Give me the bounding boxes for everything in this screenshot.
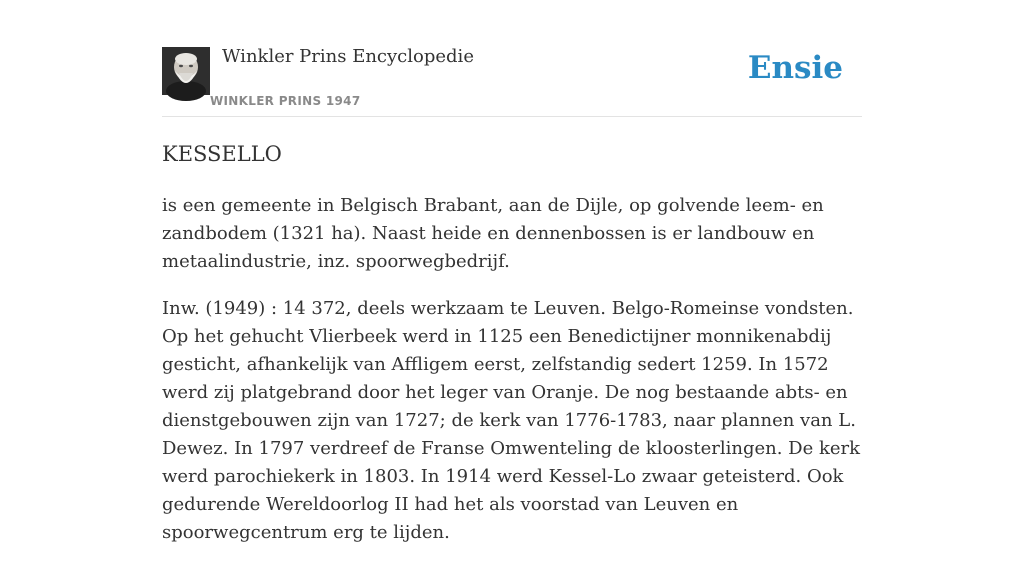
header [162, 40, 862, 117]
source-title[interactable]: Winkler Prins Encyclopedie [222, 46, 474, 67]
article [162, 138, 872, 566]
article-title: KESSELLO [162, 142, 282, 166]
avatar-image [162, 47, 210, 95]
source-subtitle[interactable]: WINKLER PRINS 1947 [210, 94, 361, 108]
ensie-logo[interactable]: Ensie [747, 50, 843, 86]
article-paragraph: Inw. (1949) : 14 372, deels werkzaam te Leuven. Belgo-Romeinse vondsten. Op het gehucht Vlierbeek werd in 1125 een Benedictijner monnikenabdij gesticht, afhankelijk van Affligem eerst, zelfstandig sedert 1259. In 1572 werd zij platgebrand door het leger van Oranje. De nog bestaande abts- en dienstgebouwen zijn van 1727; de kerk van 1776-1783, naar plannen van L. Dewez. In 1797 verdreef de Franse Omwenteling de kloosterlingen. De kerk werd parochiekerk in 1803. In 1914 werd Kessel-Lo zwaar geteisterd. Ook gedurende Wereldoorlog II had het als voorstad van Leuven en spoorwegcentrum erg te lijden. [162, 298, 861, 543]
article-paragraph: is een gemeente in Belgisch Brabant, aan de Dijle, op golvende leem- en zandbodem (1321 ha). Naast heide en dennenbossen is er landbouw en metaalindustrie, inz. spoorwegbedrijf. [162, 195, 824, 272]
portrait-avatar[interactable] [162, 47, 210, 95]
